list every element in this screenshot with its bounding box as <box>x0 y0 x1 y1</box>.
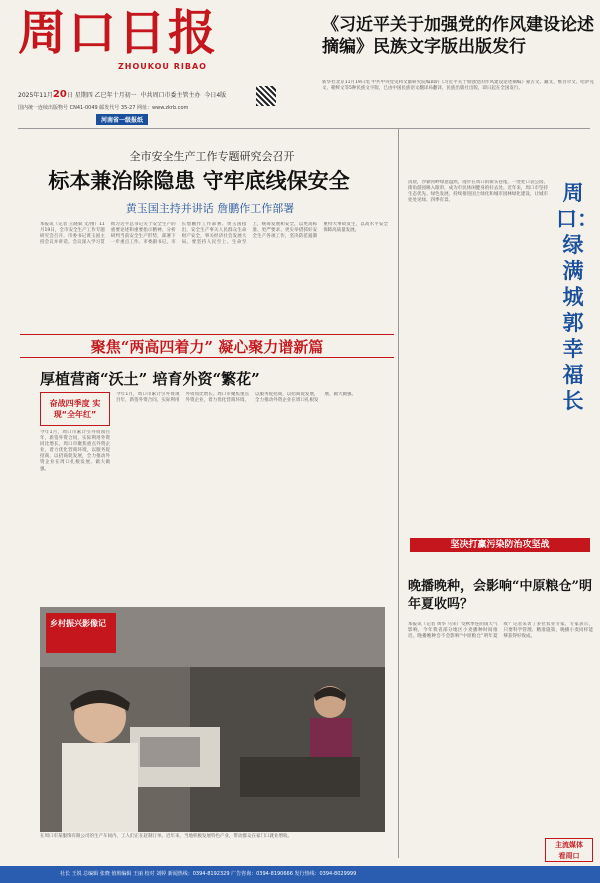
qr-code-icon <box>256 86 276 106</box>
photo-caption: 在周口市某服饰有限公司的生产车间内，工人们正在赶制订单。近年来，当地积极发展特色产业，带动群众在家门口就业增收。 <box>40 834 292 839</box>
third-body: 本报讯（记者 黄华 马荣）受秋季连阴雨天气影响，今年我省部分地区小麦播种时间推迟。晚播晚种会不会影响“中原粮仓”明年夏收？记者采访了多位农业专家，专家表示，只要科学管理、精准施策，晚播小麦同样能够获得好收成。 <box>408 622 593 640</box>
ad-line2: 看周口 <box>558 852 580 860</box>
ad-line1: 主流媒体 <box>555 841 583 849</box>
lead-body: 本报讯（记者 王晓斌 文/图）11月19日，全市安全生产工作专题研究会召开，市委书记黄玉国主持会议并讲话。会议深入学习贯彻习近平总书记关于安全生产的重要论述和重要指示精神，分析研判当前安全生产形势，部署下一步重点工作。市委副书记、市长詹鹏作工作部署。黄玉国指出，安全生产事关人民群众生命财产安全，事关经济社会发展大局。要坚持人民至上、生命至上，统筹发展和安全，以更高标准、更严要求、更实举措抓好安全生产各项工作，坚决防范遏制重特大事故发生，以高水平安全保障高质量发展。 <box>40 222 388 246</box>
lead-subtitle: 黄玉国主持并讲话 詹鹏作工作部署 <box>125 202 295 215</box>
top-headline: 《习近平关于加强党的作风建设论述摘编》民族文字版出版发行 <box>322 15 594 57</box>
date-day: 20 <box>52 89 67 100</box>
right-body: 清晨，沙颍河畔绿意盎然。漫步在周口的街头巷尾，一处处口袋公园、街角游园映入眼帘，成为市民休闲健身的好去处。近年来，周口市坚持生态优先、绿色发展，持续推进国土绿化和城市园林绿化建设，让城市处处见绿、四季有景。 <box>408 180 548 204</box>
lead-kicker: 全市安全生产工作专题研究会召开 <box>129 150 295 163</box>
publication-info: 国内统一连续出版物号 CN41-0049 邮发代号 35-27 网址：www.zkrb.com <box>18 105 189 111</box>
grade-strip <box>0 114 600 126</box>
right-big-title: 周口：绿满城郭幸福长 <box>556 180 598 413</box>
date-year: 2025年11月 <box>18 92 53 99</box>
second-body-main: 今年1月，周口市累计引外资项目年，新签外资合同，实际利用外资同比增长。周口市聚焦重点外资企业，着力优化营商环境，以服务促招商，以招商促发展，全力推动外资企业在周口扎根发展、做大做强。 <box>116 392 356 404</box>
issue-count: 今日4版 <box>204 92 227 99</box>
second-body-left: 今年1月，周口市累计引外资项目年，新签外资合同，实际利用外资同比增长。周口市聚焦重点外资企业，着力优化营商环境，以服务促招商，以招商促发展，全力推动外资企业在周口扎根发展、做大做强。 <box>40 430 110 472</box>
dateline <box>18 90 263 100</box>
photo-tag: 乡村振兴影像记 <box>46 613 116 653</box>
top-summary: 新华社北京11月19日电 中共中央党史和文献研究院编辑的《习近平关于加强党的作风建设论述摘编》蒙古文、藏文、维吾尔文、哈萨克文、朝鲜文等5种民族文字版，已由中国民族语文翻译局翻译，民族出版社出版，即日起在全国发行。 <box>322 80 594 92</box>
section-banner: 聚焦“两高四着力” 凝心聚力谱新篇 <box>20 334 394 358</box>
date-rest: 日 星期四 乙巳年十月初一 <box>66 92 137 99</box>
second-title: 厚植营商“沃土” 培育外资“繁花” <box>40 370 260 388</box>
masthead-title: 周口日报 <box>18 5 219 61</box>
footer-bar: 社长 王锐 总编辑 张晓 值班编辑 王丽 校对 刘婷 新闻热线：0394-8192329 广告咨询：0394-8190666 发行热线：0394-8029999 <box>0 866 600 883</box>
lead-title: 标本兼治除隐患 守牢底线保安全 <box>48 168 350 193</box>
news-photo <box>40 607 385 832</box>
top-divider <box>18 128 590 129</box>
campaign-box: 奋战四季度 实现“全年红” <box>40 392 110 426</box>
third-title: 晚播晚种，会影响“中原粮仓”明年夏收吗？ <box>408 579 592 612</box>
sponsor-text: 中共周口市委主管主办 <box>140 92 201 99</box>
masthead-pinyin: ZHOUKOU RIBAO <box>118 62 207 71</box>
media-ad <box>545 838 593 862</box>
grade-label: 河南省一级报纸 <box>96 114 148 125</box>
column-divider <box>398 128 399 858</box>
pollution-banner: 坚决打赢污染防治攻坚战 <box>410 538 590 552</box>
